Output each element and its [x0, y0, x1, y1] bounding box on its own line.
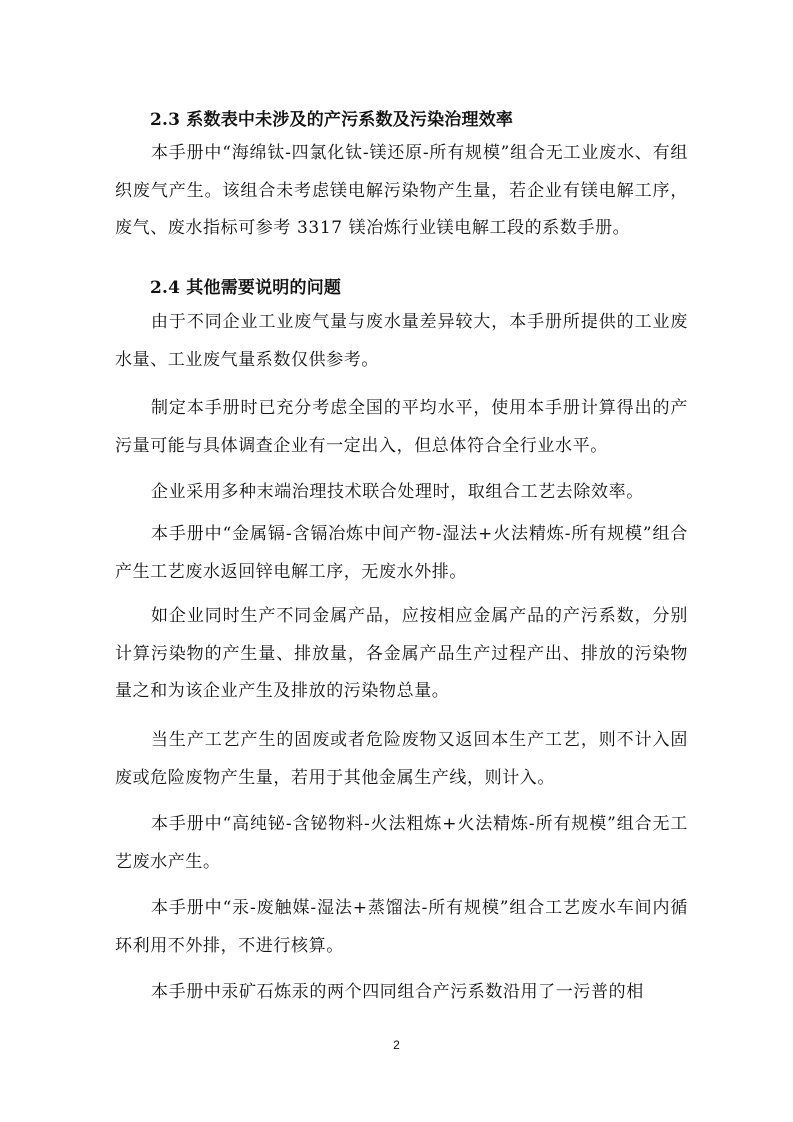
paragraph-2-4-6: 当生产工艺产生的固废或者危险废物又返回本生产工艺，则不计入固废或危险废物产生量，若用于其他金属生产线，则计入。	[115, 730, 688, 788]
page-number: 2	[393, 1038, 400, 1052]
paragraph-2-4-7: 本手册中“高纯铋-含铋物料-火法粗炼+火法精炼-所有规模”组合无工艺废水产生。	[115, 814, 688, 872]
paragraph-2-3-1: 本手册中“海绵钛-四氯化钛-镁还原-所有规模”组合无工业废水、有组织废气产生。该组合未考虑镁电解污染物产生量，若企业有镁电解工序，废气、废水指标可参考 3317 镁冶炼行业镁电解工段的系数手册。	[115, 143, 688, 238]
paragraph-2-4-4: 本手册中“金属镉-含镉冶炼中间产物-湿法+火法精炼-所有规模”组合产生工艺废水返回锌电解工序，无废水外排。	[115, 524, 688, 582]
paragraph-2-4-8: 本手册中“汞-废触媒-湿法+蒸馏法-所有规模”组合工艺废水车间内循环利用不外排，不进行核算。	[115, 898, 688, 956]
paragraph-2-4-1: 由于不同企业工业废气量与废水量差异较大，本手册所提供的工业废水量、工业废气量系数仅供参考。	[115, 312, 688, 370]
paragraph-2-4-3: 企业采用多种末端治理技术联合处理时，取组合工艺去除效率。	[151, 482, 644, 502]
section-heading-2-3: 2.3 系数表中未涉及的产污系数及污染治理效率	[150, 110, 514, 130]
paragraph-2-4-5: 如企业同时生产不同金属产品，应按相应金属产品的产污系数，分别计算污染物的产生量、排放量，各金属产品生产过程产出、排放的污染物量之和为该企业产生及排放的污染物总量。	[115, 606, 688, 701]
paragraph-2-4-9: 本手册中汞矿石炼汞的两个四同组合产污系数沿用了一污普的相	[151, 982, 644, 1002]
paragraph-2-4-2: 制定本手册时已充分考虑全国的平均水平，使用本手册计算得出的产污量可能与具体调查企业有一定出入，但总体符合全行业水平。	[115, 398, 688, 456]
section-heading-2-4: 2.4 其他需要说明的问题	[150, 278, 342, 298]
